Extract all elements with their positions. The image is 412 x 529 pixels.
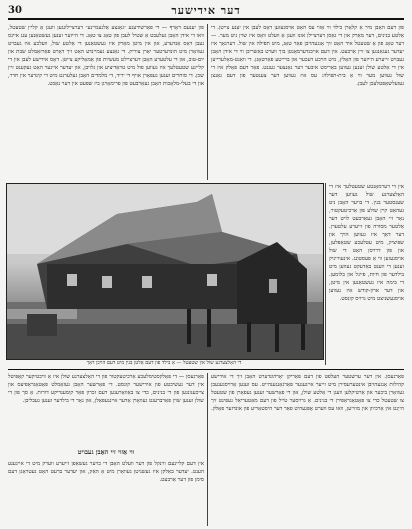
- section-rule: [8, 369, 404, 370]
- synagogue-photo: [6, 183, 324, 360]
- column-divider: [325, 183, 326, 365]
- photo-caption: די האָלצערנע שול אין שטעטל — אַ בילד פון דעם אַלטן בנין מיט דעם הויכן דאַך: [86, 360, 242, 366]
- paragraph: פון יענעם דאָרף — די פאַרשידענע ״גאַנצע אַלגעמיינע״ דערציילונגען וועגן אַ קליין שטעטל, וואו די אידן האָבן געלעבט אַ שטיל לעבן פון טאָג צו טאָג. די הייזער זענען געשטאַנען ענג איינס נעבן דאָס אַנדערע, און אין מיטן מאַרק איז געשטאַנען די אַלטע שול, וועלכע איז געבויט געוואָרן מיט הונדערטער יאָרן צוריק. די גאַנצע געמיינדע האָט זיך דאָרט פאַרזאַמלט שבת און יום-טוב, און די עלטערע האָבן דערציילט מעשיות פון אַמאָליקע צייטן. דאָס אידישע לעבן אין די קליינע שטעטלעך איז געווען פול מיט טראַדיציע און גלויבן, און יעדער איינער האָט געקענט זיין שכן. די סוחרים זענען געפאָרן אויף די יריד, די מלמדים האָבן געלערנט מיט די קינדער אין חדר, און די בעלי-מלאָכות האָבן געאַרבעט פון פרימאָרגן ביז שפּעט אין דער נאַכט.: [8, 25, 204, 87]
- paragraph: פון דעם האָבן מיר אַ קלאָרן בילד ווי אַזוי עס האָט אויסגעזען דאָס לעבן אין יענע צייטן. די אַלטע בנינים, דער מאַרק און די גאַסן דערציילן אונז וועגן אַ וועלט וואָס איז שוין ניט מער. — דער טאָג פון אַ שטעטל איד האָט זיך אָנגעהויבן פאַר טאָג, מיט תפילה אין שול. דערנאָך איז יעדער געגאַנגען צו זיין אַרבעט. אין דעם אויבנדערמאָנטן בוך ווערט באַשריבן ווי די אידן האָבן געבויט זייערע הייזער פון האָלץ, מיט הויכע דעכער און ברייטע פאַרטאָגן. די וואַנט-מאָלערייען אין די אַלטע שולן זענען געווען באַרימט איבער דער גאַנצער געגנט. פאַר דעם פאָלק איז די שול געווען מער ווי אַ בית-תפילה: עס איז געווען דער צענטער פון דעם גאַנצן געזעלשאַפטלעכן לעבן.: [211, 25, 404, 87]
- page-header: [8, 2, 404, 18]
- running-title: דער אידישער: [171, 3, 241, 17]
- text-block-bottom-left: [8, 373, 204, 447]
- section-subheading: ווי אַזוי זיי האָבן געבויט: [77, 448, 135, 456]
- page-number: 30: [8, 4, 22, 16]
- text-block-top-right: [211, 24, 404, 180]
- header-rule: [8, 18, 404, 20]
- paragraph: אין דעם קליינעם ווינקל פון דער וועלט האָבן די בויער געשאַפן זייערע ווערק מיט די אייגענע הענט. יעדער באַלקן איז געשניטן געוואָרן מיט אַ האַק, און יעדער ברעט האָט געטראָגן דעם סימן פון דער אַרבעט.: [8, 461, 204, 483]
- text-block-bottom-right: [211, 373, 404, 526]
- text-block-top-left: [8, 24, 204, 180]
- column-divider: [207, 24, 208, 180]
- paragraph: פאַרגעסן. אין דער ערשטער העלפט פון דעם פאַריקן יאָרהונדערט האָבן זיך די אידישע קהילות אָנגעהויבן אינטערעסירן מיט זייער אייגענער פאַרגאַנגענהייט. עס זענען אַרויסגעגעבן געוואָרן ביכער און אַרטיקלען וועגן די אַלטע שולן, און די פאָרשער זענען געפאָרן פון שטעטל צו שטעטל כדי צו פאָטאָגראַפירן די בנינים. אַ גרויסער טייל פון דעם מאַטעריאַל געפינט זיך הייַנט אין אַרכיוון און מוזייען, וואו עס ווערט אָפּגעהיט פאַר דער היסטאָריע פון אונדזער פאָלק.: [211, 374, 404, 412]
- wooden-synagogue-illustration: [7, 184, 323, 359]
- text-block-bottom-left-2: [8, 460, 204, 526]
- text-block-right-column: [329, 183, 404, 365]
- paragraph: אין די דערמאָנטע שטעטלעך איז די האָלצערנע שול געווען דער שענסטער בנין. די בויער האָבן ניט געהאַט קיין שולע פון אַרכיטעקטור, נאָר זיי האָבן געאַרבעט לויט דער אַלטער מסורה פון זייערע עלטערן. דער דאַך איז געווען הויך און שפּיציק, מיט עטלעכע שטאַפּלען, און פון דרויסן האָט די שול אויסגעזען ווי אַ פעסטונג. אינעווייניק זענען די ווענט באַדעקט געווען מיט בילדער פון חיות, פייגל און בלומען. די בימה איז געשטאַנען אין מיטן, און דער ארון-קודש איז געווען אויסגעשניצט מיט גרויס קונסט.: [329, 184, 404, 302]
- column-divider: [207, 373, 208, 526]
- paragraph: פאַרגעסן — די פאָלקסטימלעכע אַרכיטעקטור פון די האָלצערנע שולן איז אַ וויכטיקער קאַפּיטל אין דער געשיכטע פון אידישער קונסט. די פאָרשער האָבן געזאַמלט פאָטאָגראַפיעס און צייכענונגען פון די בנינים, כדי צו באַוואָרענען דעם זכרון פאַר קומענדיקע דורות. אַ סך פון די שולן זענען שוין פאַרברענט געוואָרן אָדער איינגעפאַלן, און נאָר די בילדער זענען געבליבן.: [8, 374, 204, 404]
